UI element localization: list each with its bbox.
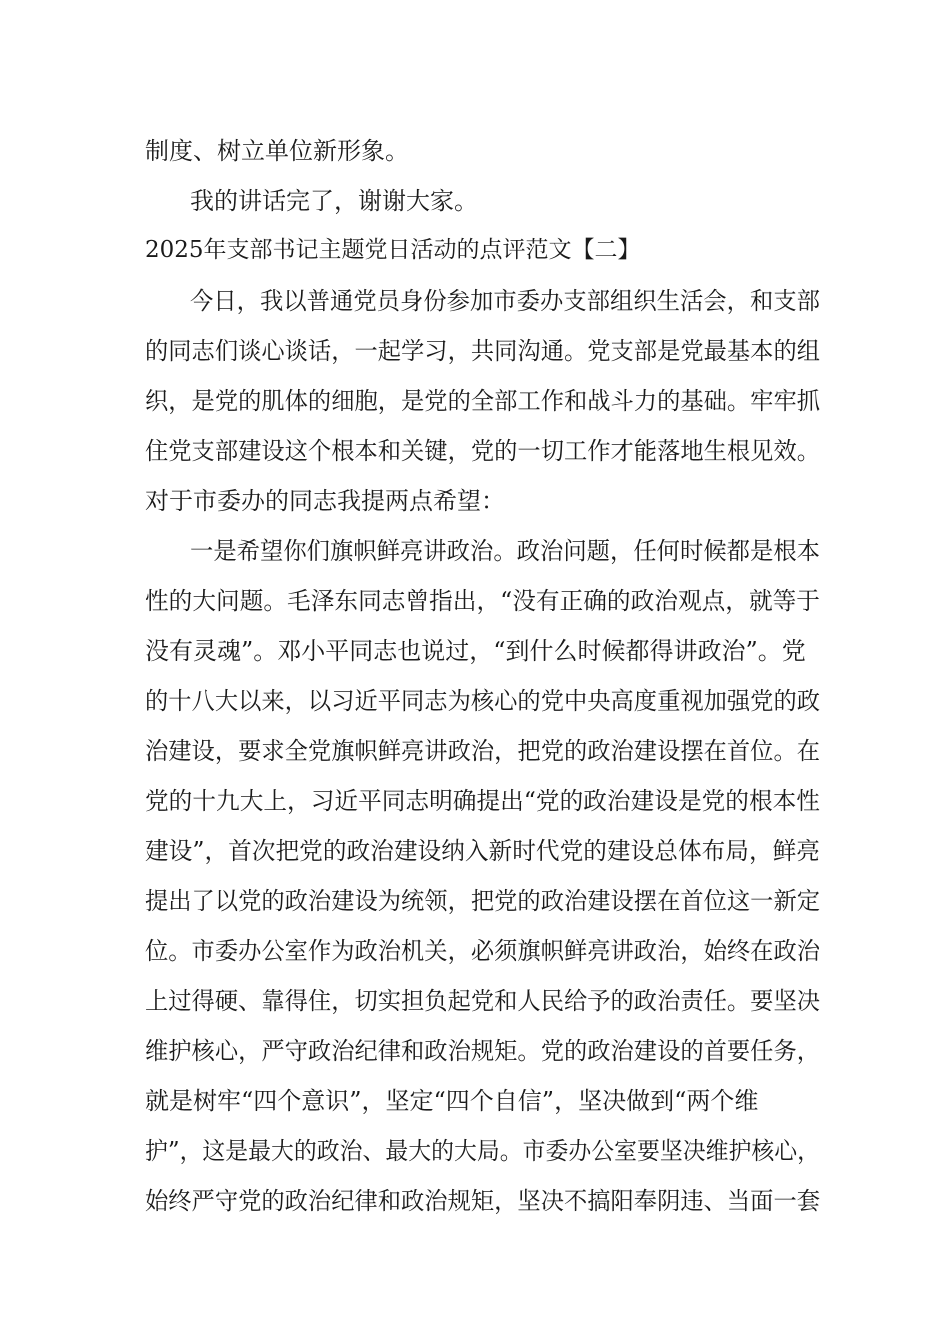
text-line: 党的十九大上，习近平同志明确提出“党的政治建设是党的根本性 xyxy=(145,787,820,815)
text-line: 制度、树立单位新形象。 xyxy=(145,137,409,165)
text-line: 护”，这是最大的政治、最大的大局。市委办公室要坚决维护核心， xyxy=(145,1137,820,1165)
text-line: 始终严守党的政治纪律和政治规矩，坚决不搞阳奉阴违、当面一套 xyxy=(145,1187,820,1215)
text-line: 就是树牢“四个意识”，坚定“四个自信”，坚决做到“两个维 xyxy=(145,1087,759,1115)
text-line: 织，是党的肌体的细胞，是党的全部工作和战斗力的基础。牢牢抓 xyxy=(145,387,820,415)
text-line: 对于市委办的同志我提两点希望： xyxy=(145,487,505,515)
text-line: 一是希望你们旗帜鲜亮讲政治。政治问题，任何时候都是根本 xyxy=(190,537,820,565)
text-line: 提出了以党的政治建设为统领，把党的政治建设摆在首位这一新定 xyxy=(145,887,820,915)
text-line: 我的讲话完了，谢谢大家。 xyxy=(190,187,478,215)
text-line: 性的大问题。毛泽东同志曾指出，“没有正确的政治观点，就等于 xyxy=(145,587,820,615)
text-line: 位。市委办公室作为政治机关，必须旗帜鲜亮讲政治，始终在政治 xyxy=(145,937,820,965)
text-line: 上过得硬、靠得住，切实担负起党和人民给予的政治责任。要坚决 xyxy=(145,987,820,1015)
text-line: 维护核心，严守政治纪律和政治规矩。党的政治建设的首要任务， xyxy=(145,1037,820,1065)
text-line: 的十八大以来，以习近平同志为核心的党中央高度重视加强党的政 xyxy=(145,687,820,715)
text-line: 治建设，要求全党旗帜鲜亮讲政治，把党的政治建设摆在首位。在 xyxy=(145,737,820,765)
text-line: 建设”，首次把党的政治建设纳入新时代党的建设总体布局，鲜亮 xyxy=(145,837,820,865)
text-line: 今日，我以普通党员身份参加市委办支部组织生活会，和支部 xyxy=(190,287,820,315)
section-heading: 2025年支部书记主题党日活动的点评范文【二】 xyxy=(145,237,641,263)
text-line: 住党支部建设这个根本和关键，党的一切工作才能落地生根见效。 xyxy=(145,437,820,465)
text-line: 没有灵魂”。邓小平同志也说过，“到什么时候都得讲政治”。党 xyxy=(145,637,806,665)
text-line: 的同志们谈心谈话，一起学习，共同沟通。党支部是党最基本的组 xyxy=(145,337,820,365)
